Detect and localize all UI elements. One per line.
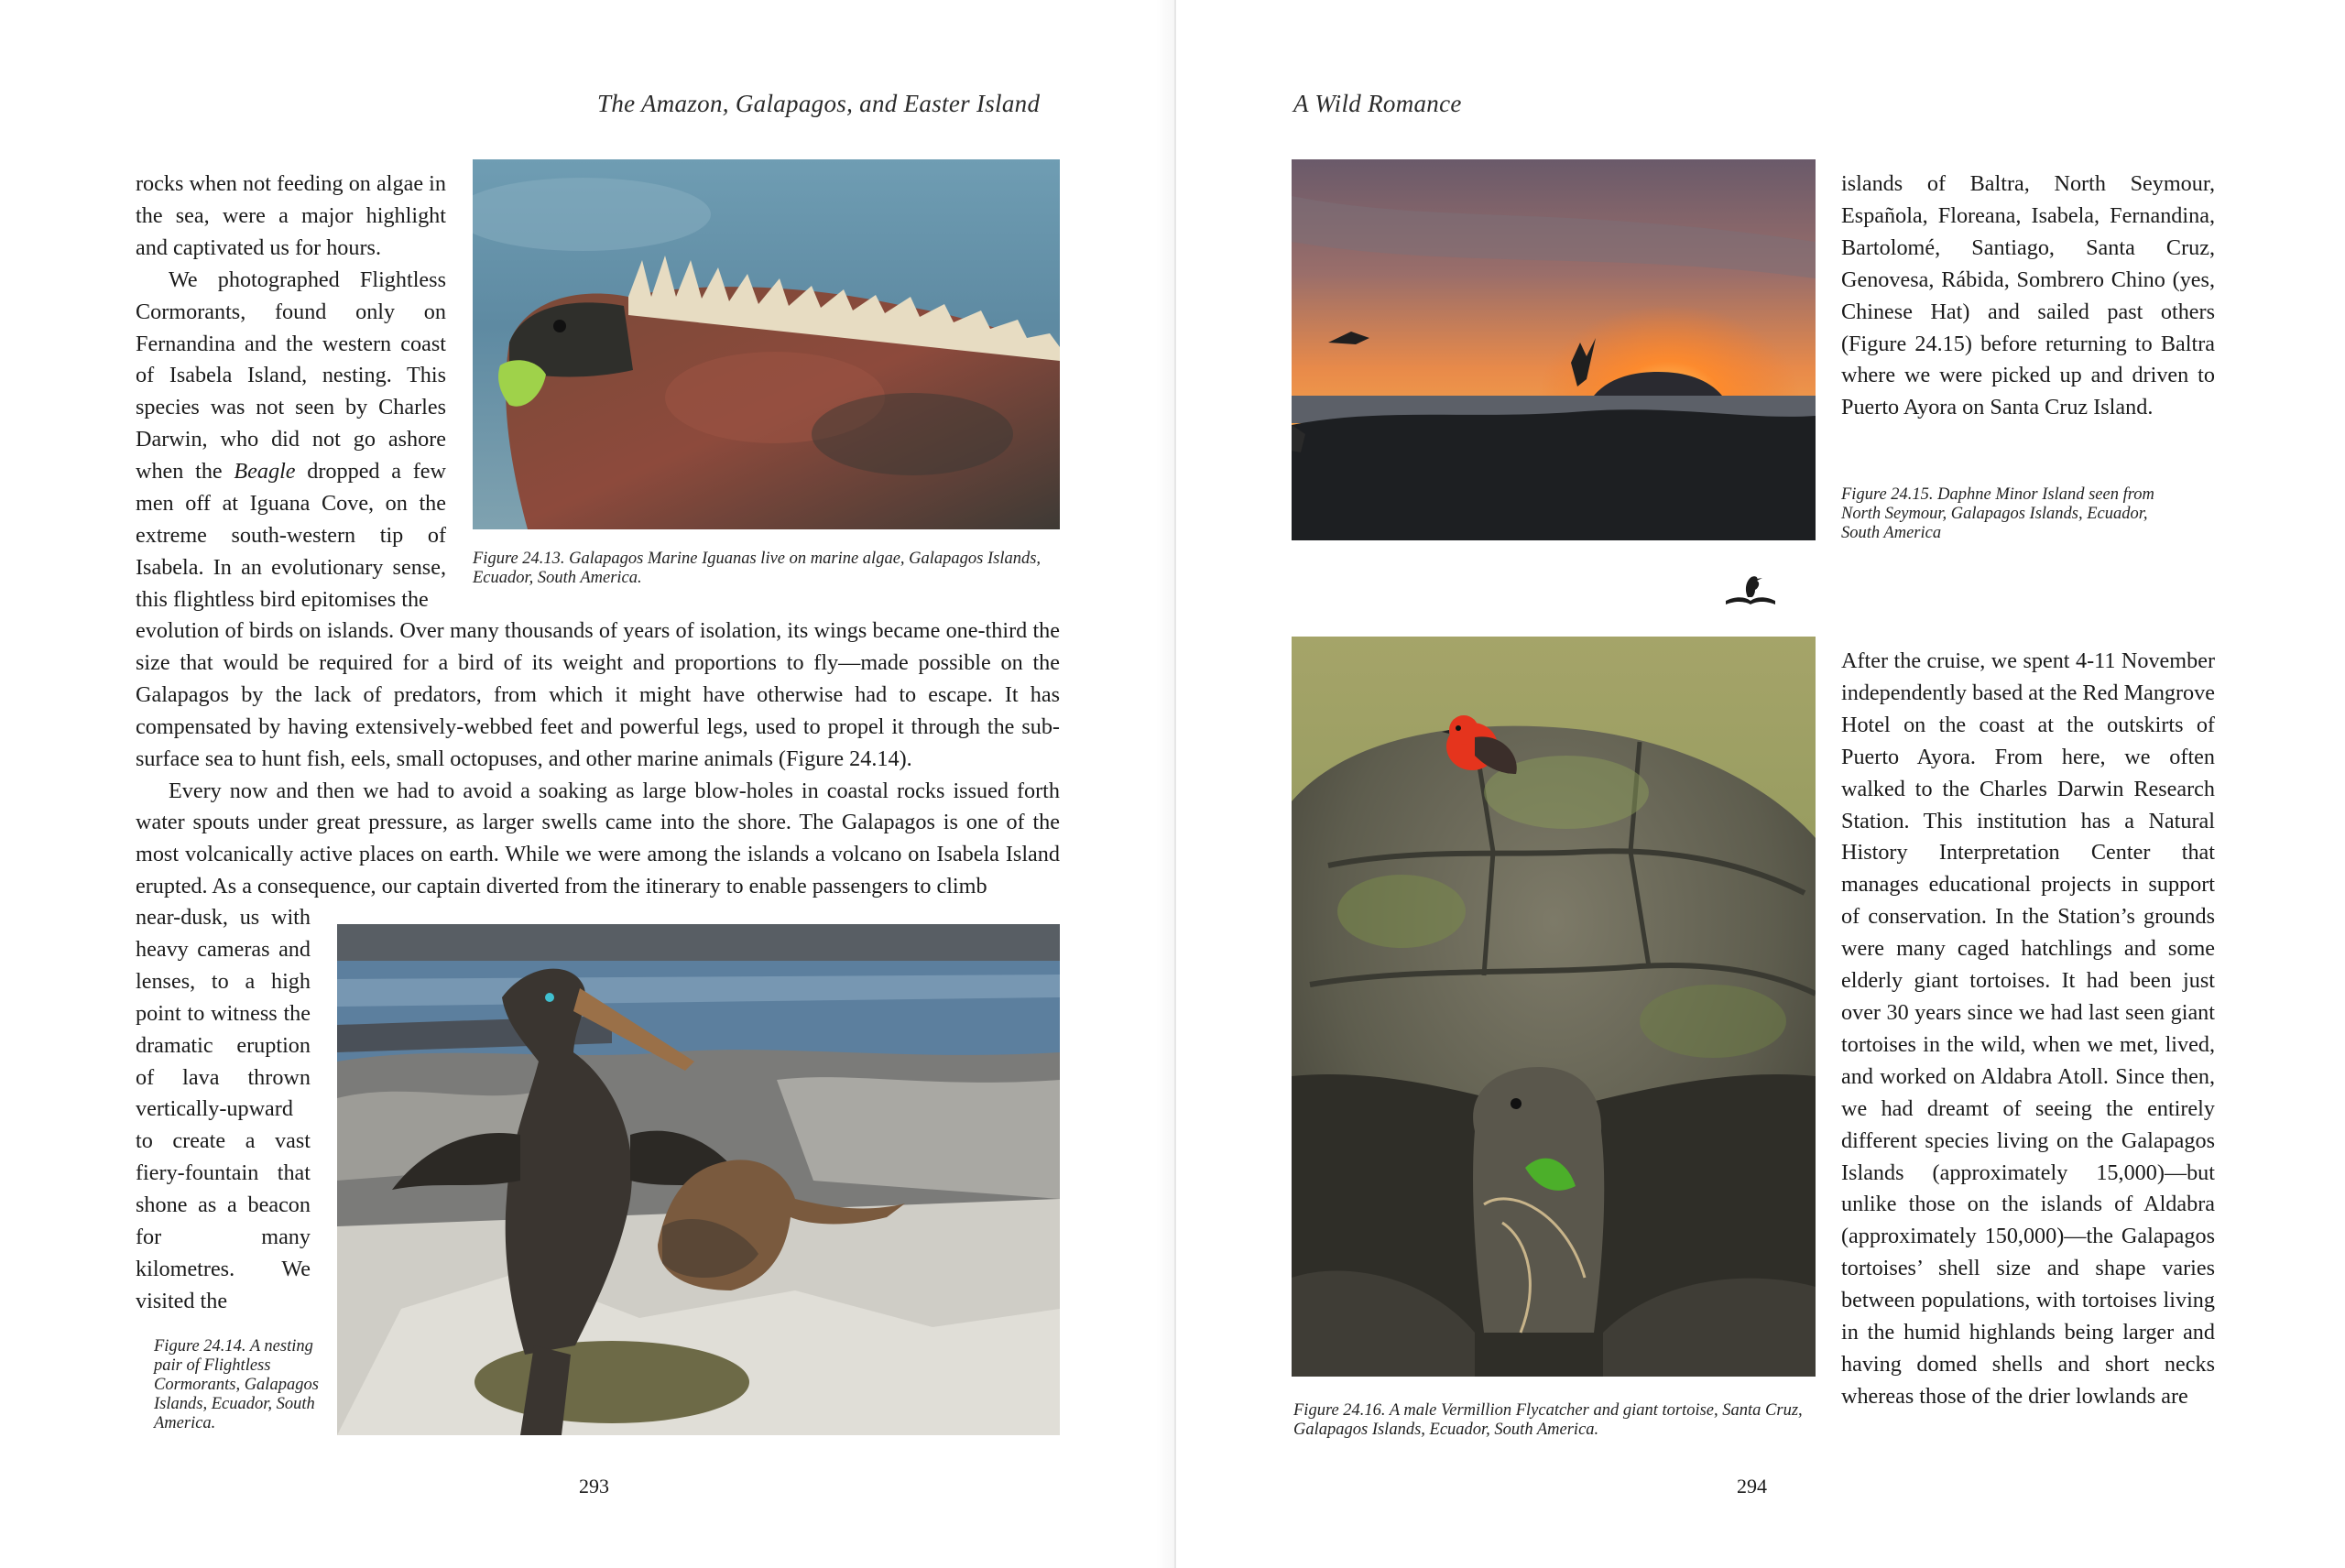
narrow-column-top — [136, 169, 446, 616]
narrow-column-bottom — [136, 902, 311, 1318]
figure-24-14-photo — [337, 924, 1060, 1435]
paragraph: After the cruise, we spent 4-11 November independently based at the Red Mangrove Hotel on the coast at the outskirts of Puerto Ayora. From here, we often walked to the Charles Darwin Research Station. This institution has a Natural History Interpretation Center that manages educational projects in support of conservation. In the Station’s grounds were many caged hatchlings and some elderly giant tortoises. It had been just over 30 years since we had last seen giant tortoises in the wild, when we met, lived, and worked on Aldabra Atoll. Since then, we had dreamt of seeing the entirely different species living on the Galapagos Islands (approximately 15,000)—but unlike those on the islands of Aldabra (approximately 150,000)—the Galapagos tortoises’ shell size and shape varies between populations, with tortoises living in the humid highlands being larger and having domed shells and short necks whereas those of the drier lowlands are — [1841, 648, 2215, 1409]
ship-name-italic: Beagle — [234, 459, 296, 485]
full-width-text — [136, 615, 1060, 903]
paragraph — [136, 265, 446, 616]
paragraph: islands of Baltra, North Seymour, Española, Floreana, Isabela, Fernandina, Bartolomé, Santiago, Santa Cruz, Genovesa, Rábida, Sombrero Chino (yes, Chinese Hat) and sailed past others (Figure 24.15) before returning to Baltra where we were picked up and driven to Puerto Ayora on Santa Cruz Island. — [1841, 171, 2215, 420]
right-column-top — [1841, 169, 2215, 424]
paragraph-text: We photographed Flightless Cormorants, found only on Fernandina and the western coast of Isabela Island, nesting. This species was not seen by Charles Darwin, who did not go ashore when the — [136, 267, 446, 485]
paragraph: rocks when not feeding on algae in the sea, were a major highlight and captivated us for hours. — [136, 171, 446, 260]
paragraph: evolution of birds on islands. Over many thousands of years of isolation, its wings became one-third the size that would be required for a bird of its weight and proportions to fly—made possible on the Galapagos by the lack of predators, from which it might have otherwise had to escape. It has compensated by having extensively-webbed feet and powerful legs, used to propel it through the sub-surface sea to hunt fish, eels, small octopuses, and other marine animals (Figure 24.14). — [136, 618, 1060, 771]
bird-on-book-icon — [1722, 570, 1779, 608]
figure-24-13-caption: Figure 24.13. Galapagos Marine Iguanas live on marine algae, Galapagos Islands, Ecuador, South America. — [473, 550, 1042, 587]
figure-24-13-photo — [473, 159, 1060, 529]
paragraph: near-dusk, us with heavy cameras and lenses, to a high point to witness the dramatic eruption of lava thrown vertically-upward to create a vast fiery-fountain that shone as a beacon for many kilometres. We visited the — [136, 905, 311, 1313]
figure-24-15-photo — [1292, 159, 1816, 540]
running-head-right: A Wild Romance — [1293, 90, 1462, 117]
page-number-right: 294 — [1737, 1475, 1767, 1497]
paragraph-text: dropped a few men off at Iguana Cove, on the extreme south-western tip of Isabela. In an evolutionary sense, this flightless bird epitomises the — [136, 459, 446, 612]
gutter-shadow — [1156, 0, 1174, 1568]
right-page — [1176, 0, 2345, 1568]
paragraph: Every now and then we had to avoid a soaking as large blow-holes in coastal rocks issued forth water spouts under great pressure, as larger swells came into the shore. The Galapagos is one of the most volcanically active places on earth. While we were among the islands a volcano on Isabela Island erupted. As a consequence, our captain diverted from the itinerary to enable passengers to climb — [136, 778, 1060, 899]
figure-24-15-caption: Figure 24.15. Daphne Minor Island seen from North Seymour, Galapagos Islands, Ecuador, South America — [1841, 485, 2154, 542]
figure-24-16-caption: Figure 24.16. A male Vermillion Flycatcher and giant tortoise, Santa Cruz, Galapagos Islands, Ecuador, South America. — [1293, 1401, 1803, 1439]
figure-24-16-photo — [1292, 637, 1816, 1377]
right-column-bottom — [1841, 646, 2215, 1413]
figure-24-14-caption: Figure 24.14. A nesting pair of Flightless Cormorants, Galapagos Islands, Ecuador, South America. — [154, 1337, 319, 1432]
running-head-left: The Amazon, Galapagos, and Easter Island — [597, 90, 1041, 117]
page-number-left: 293 — [579, 1475, 609, 1497]
